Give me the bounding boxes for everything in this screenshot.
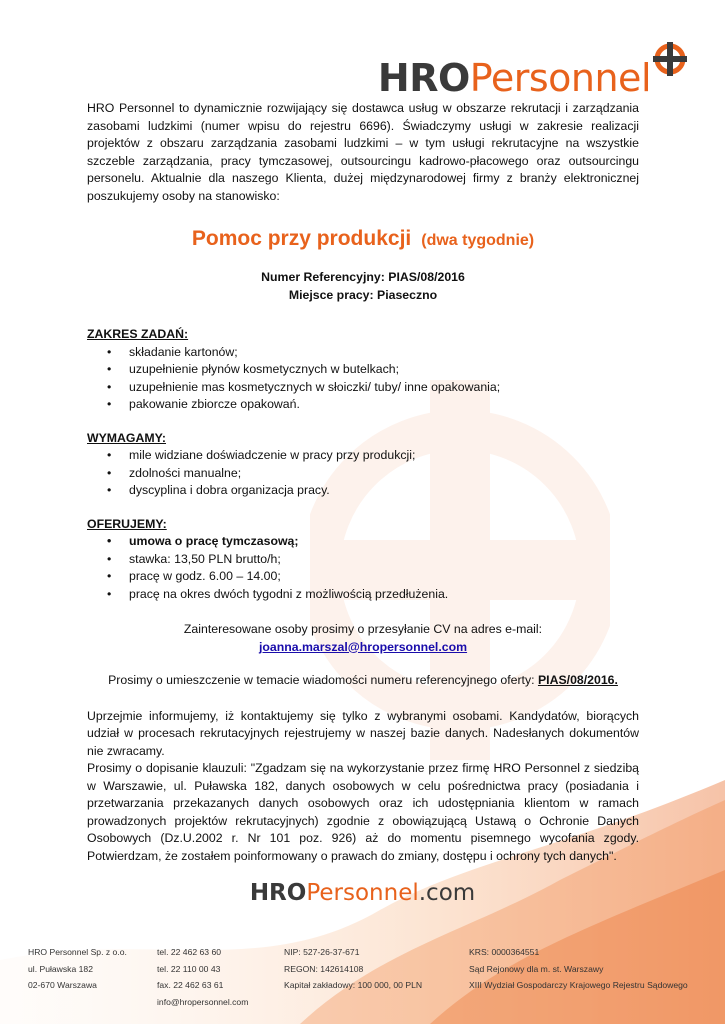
offer-heading: OFERUJEMY: [87, 516, 167, 531]
footer-line: fax. 22 462 63 61 [157, 980, 224, 990]
list-item: • stawka: 13,50 PLN brutto/h; [107, 551, 639, 569]
apply-line: Zainteresowane osoby prosimy o przesyłanie CV na adres e-mail: [183, 622, 543, 636]
subject-note [87, 672, 639, 690]
list-item: • pakowanie zbiorcze opakowań. [107, 396, 639, 414]
clause-paragraph: Prosimy o dopisanie klauzuli: "Zgadzam się na wykorzystanie przez firmę HRO Personnel z siedzibą w Warszawie, ul. Puławska 182, danych osobowych w celu pośrednictwa pracy (posiadania i przetwarzania przekazanych danych osobowych oraz ich udostępniania klientom w ramach prowadzonych projektów rekrutacyjnych) zgodnie z obowiązującą Ustawą o Ochronie Danych Osobowych (Dz.U.2002 r. Nr 101 poz. 926) aż do momentu pisemnego wycofania zgody. Potwierdzam, że zostałem poinformowany o prawach do zmiany, dostępu i ochrony tych danych". [87, 761, 639, 863]
logo-personnel: Personnel [469, 56, 651, 100]
footer-court-registry [469, 944, 688, 994]
subject-note-ref: PIAS/08/2016. [537, 673, 618, 687]
notice-paragraph: Uprzejmie informujemy, iż kontaktujemy się tylko z wybranymi osobami. Kandydatów, biorących udział w procesach rekrutacyjnych rejestrujemy w naszej bazie danych. Nadesłanych dokumentów nie zwracamy. [87, 708, 639, 758]
footer-contact [157, 944, 248, 1010]
tasks-heading: ZAKRES ZADAŃ: [87, 327, 189, 341]
job-title-duration: (dwa tygodnie) [421, 232, 535, 249]
footer-line: HRO Personnel Sp. z o.o. [28, 947, 127, 957]
footer-logo-hro: HRO [249, 880, 307, 906]
footer-logo-personnel: Personnel [306, 880, 419, 906]
list-item: • składanie kartonów; [107, 344, 639, 362]
reference-number: Numer Referencyjny: PIAS/08/2016 [261, 270, 465, 284]
apply-instructions [87, 621, 639, 656]
footer-company-address [28, 944, 127, 994]
contact-email-link[interactable]: joanna.marszal@hropersonnel.com [258, 639, 468, 654]
logo-hro: HRO [377, 56, 470, 100]
list-item: • pracę na okres dwóch tygodni z możliwością przedłużenia. [107, 586, 639, 604]
job-title-main: Pomoc przy produkcji [191, 227, 412, 250]
list-item: • mile widziane doświadczenie w pracy przy produkcji; [107, 447, 639, 465]
subject-note-text: Prosimy o umieszczenie w temacie wiadomości numeru referencyjnego oferty: [108, 673, 538, 687]
footer-logo [0, 880, 725, 906]
reference-block [87, 269, 639, 304]
list-item: • zdolności manualne; [107, 465, 639, 483]
list-item: • umowa o pracę tymczasową; [107, 533, 639, 551]
document-body [87, 100, 639, 865]
footer-line: KRS: 0000364551 [469, 947, 540, 957]
footer-line: REGON: 142614108 [284, 963, 364, 974]
job-title [87, 225, 639, 255]
list-item: • dyscyplina i dobra organizacja pracy. [107, 482, 639, 500]
logo-cross-icon [653, 42, 687, 76]
footer-email[interactable]: info@hropersonnel.com [157, 996, 249, 1007]
footer-line: 02-670 Warszawa [28, 980, 97, 990]
footer-line: XIII Wydział Gospodarczy Krajowego Rejestru Sądowego [469, 980, 688, 990]
footer-line: Sąd Rejonowy dla m. st. Warszawy [469, 963, 604, 974]
footer-logo-com: .com [418, 880, 476, 906]
list-item: • uzupełnienie mas kosmetycznych w słoiczki/ tuby/ inne opakowania; [107, 379, 639, 397]
footer-line: NIP: 527-26-37-671 [284, 947, 360, 957]
footer-registration [284, 944, 422, 994]
requirements-list [107, 447, 639, 500]
list-item: • uzupełnienie płynów kosmetycznych w butelkach; [107, 361, 639, 379]
work-location: Miejsce pracy: Piaseczno [288, 287, 438, 302]
list-item: • pracę w godz. 6.00 – 14.00; [107, 568, 639, 586]
requirements-heading: WYMAGAMY: [87, 430, 167, 445]
intro-paragraph: HRO Personnel to dynamicznie rozwijający się dostawca usług w obszarze rekrutacji i zarządzania zasobami ludzkimi (numer wpisu do rejestru 6696). Świadczymy usługi w zakresie realizacji projektów z obszaru zarządzania zasobami ludzkimi – w tym usługi rekrutacyjne na wszystkie szczeble zarządzania, pracy tymczasowej, outsourcingu kadrowo-płacowego oraz outsourcingu personelu. Aktualnie dla naszego Klienta, dużej międzynarodowej firmy z branży elektronicznej poszukujemy osoby na stanowisko: [87, 101, 639, 203]
footer-line: tel. 22 110 00 43 [157, 963, 221, 974]
footer-line: Kapitał zakładowy: 100 000, 00 PLN [284, 980, 423, 990]
footer-line: tel. 22 462 63 60 [157, 947, 222, 957]
tasks-list [107, 344, 639, 414]
company-logo [378, 38, 687, 98]
footer-line: ul. Puławska 182 [28, 963, 93, 974]
offer-list [107, 533, 639, 603]
